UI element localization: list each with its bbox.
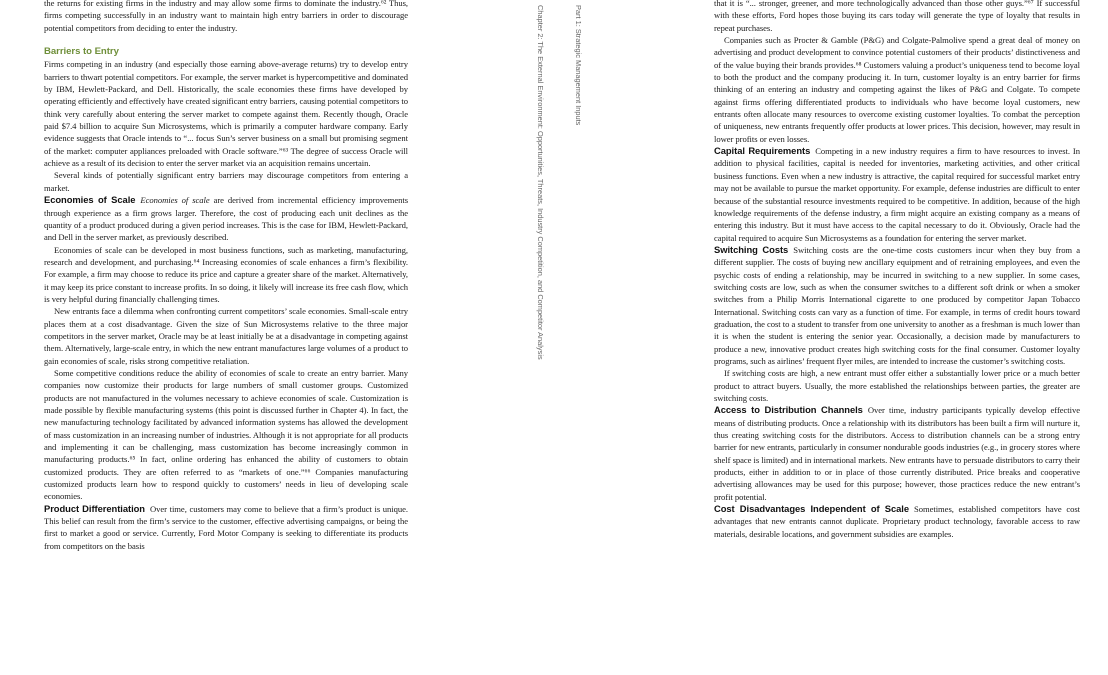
paragraph: Some competitive conditions reduce the ability of economies of scale to create an entry barrier. Many companies now customize their products for large numbers of small customer groups. Customized products are not manufactured in the volumes necessary to achieve economies of scale. Customization is made possible by flexible manufacturing systems (this point is discussed further in Chapter 4). In fact, the new manufacturing technology facilitated by advanced information systems has allowed the development of mass customization in an increasing number of industries. Although it is not appropriate for all products and implementing it can be challenging, mass customization has become increasingly common in manufacturing products.⁶⁵ In fact, online ordering has enhanced the ability of customers to obtain customized products. They are often referred to as “markets of one.”⁶⁶ Companies manufacturing customized products learn how to respond quickly to customers’ needs in lieu of developing scale economies. bbox=[44, 367, 408, 502]
paragraph: the returns for existing firms in the industry and may allow some firms to dominate the industry.⁶² Thus, firms competing successfully in an industry want to maintain high entry barriers in order to discourage potential competitors from deciding to enter the industry. bbox=[44, 0, 408, 33]
right-text-column bbox=[714, 0, 1080, 540]
paragraph-text: Switching costs are the one-time costs customers incur when they buy from a different supplier. The costs of buying new ancillary equipment and of retraining employees, and even the psychic costs of ending a relationship, may be incurred in switching to a new supplier. In some cases, switching costs are low, such as when the consumer switches to a different soft drink or when a smoker switches from a Philip Morris International cigarette to one produced by competitor Japan Tobacco International. Switching costs can vary as a function of time. For example, in terms of credit hours toward graduation, the cost to a student to transfer from one university to another as a freshman is much lower than it is when the student is entering the senior year. Occasionally, a decision made by manufacturers to produce a new, innovative product creates high switching costs for the final consumer. Customer loyalty programs, such as airlines’ frequent flyer miles, are intended to increase the customer’s switching costs. bbox=[714, 244, 1080, 366]
run-in-heading-switching-costs: Switching Costs bbox=[714, 243, 789, 255]
paragraph-product-differentiation bbox=[44, 503, 408, 552]
paragraph-text: Competing in a new industry requires a firm to have resources to invest. In addition to physical facilities, capital is needed for inventories, marketing activities, and other critical business functions. Even when a new industry is attractive, the capital required for successful market entry may not be available to pursue the market opportunity. For example, defense industries are difficult to enter because of the substantial resource investments required to be competitive. In addition, because of the high knowledge requirements of the defense industry, a firm might acquire an existing company as a means of entering this industry. But it must have access to the capital necessary to do it. Obviously, Oracle had the capital required to acquire Sun Microsystems as a foundation for entering the server market. bbox=[714, 146, 1080, 243]
paragraph-cost-disadvantages bbox=[714, 503, 1080, 540]
paragraph: that it is “... stronger, greener, and more technologically advanced than those other guys.”⁶⁷ If successful with these efforts, Ford hopes those buying its cars today will generate the type of loyalty that results in repeat purchases. bbox=[714, 0, 1080, 33]
paragraph-access-to-distribution-channels bbox=[714, 404, 1080, 503]
part-running-head: Part 1: Strategic Management Inputs bbox=[574, 5, 583, 126]
run-in-heading-cost-disadvantages: Cost Disadvantages Independent of Scale bbox=[714, 503, 909, 515]
paragraph-switching-costs bbox=[714, 244, 1080, 367]
paragraph-capital-requirements bbox=[714, 145, 1080, 244]
left-text-column bbox=[44, 0, 408, 552]
run-in-heading-capital-requirements: Capital Requirements bbox=[714, 145, 811, 157]
run-in-heading-economies-of-scale: Economies of Scale bbox=[44, 194, 136, 206]
paragraph: Companies such as Procter & Gamble (P&G) and Colgate-Palmolive spend a great deal of money on advertising and product development to convince potential customers of their products’ distinctiveness and of the value buying their brands provides.⁶⁸ Customers valuing a product’s uniqueness tend to become loyal to both the product and the company producing it. In turn, customer loyalty is an entry barrier for firms thinking of an entering an industry and competing against the likes of P&G and Colgate. To compete against firms offering differentiated products to individuals who have become loyal customers, new entrants often allocate many resources to overcome existing customer loyalties. To combat the perception of uniqueness, new entrants frequently offer products at lower prices. This decision, however, may result in lower profits or even losses. bbox=[714, 35, 1080, 144]
paragraph: New entrants face a dilemma when confronting current competitors’ scale economies. Small-scale entry places them at a cost disadvantage. Given the size of Sun Microsystems relative to the three major competitors in the server market, Oracle may be at least initially be at a disadvantage in competing against them. Alternatively, large-scale entry, in which the new entrant manufactures large volumes of a product to gain economies of scale, risks strong competitive retaliation. bbox=[44, 306, 408, 366]
paragraph: Firms competing in an industry (and especially those earning above-average returns) try to develop entry barriers to thwart potential competitors. For example, the server market is hypercompetitive and dominated by IBM, Hewlett-Packard, and Dell. Historically, the scale economies these firms have developed by operating efficiently and effectively have created significant entry barriers, causing potential competitors to think very carefully about entering the server market to compete against them. Recently though, Oracle paid $7.4 billion to acquire Sun Microsystems, which is primarily a computer hardware company. Early evidence suggests that Oracle intends to “... focus Sun’s server business on a small but promising segment of the market: computer appliances preloaded with Oracle software.”⁶³ The degree of success Oracle will achieve as a result of its decision to enter the server market via an acquisition remains uncertain. bbox=[44, 59, 408, 169]
paragraph: Economies of scale can be developed in most business functions, such as marketing, manufacturing, research and development, and purchasing.⁶⁴ Increasing economies of scale enhances a firm’s flexibility. For example, a firm may choose to reduce its price and capture a greater share of the market. Alternatively, it may keep its price constant to increase profits. In so doing, it likely will increase its free cash flow, which is very helpful during financially challenging times. bbox=[44, 244, 408, 304]
paragraph-text: Over time, customers may come to believe that a firm’s product is unique. This belief can result from the firm’s service to the customer, effective advertising campaigns, or being the first to market a good or service. Currently, Ford Motor Company is seeking to differentiate its products from competitors on the basis bbox=[44, 503, 408, 551]
paragraph: If switching costs are high, a new entrant must offer either a substantially lower price or a much better product to attract buyers. Usually, the more established the relationships between parties, the greater are switching costs. bbox=[714, 368, 1080, 403]
key-term: Economies of scale bbox=[140, 195, 210, 206]
paragraph-text: Over time, industry participants typically develop effective means of distributing products. Once a relationship with its distributors has been built a firm will nurture it, thus creating switching costs for the distributors. Access to distribution channels can be a strong entry barrier for new entrants, particularly in consumer nondurable goods industries (e.g., in grocery stores where shelf space is limited) and in international markets. New entrants have to persuade distributors to carry their products, either in addition to or in place of those currently distributed. Price breaks and cooperative advertising allowances may be used for this purpose; however, those practices reduce the new entrant’s profit potential. bbox=[714, 405, 1080, 502]
chapter-running-head: Chapter 2: The External Environment: Opportunities, Threats, Industry Competition, and Competitor Analysis bbox=[536, 5, 545, 360]
paragraph-text: Sometimes, established competitors have cost advantages that new entrants cannot duplicate. Proprietary product technology, favorable access to raw materials, desirable locations, and government subsidies are examples. bbox=[714, 504, 1080, 539]
paragraph-economies-of-scale bbox=[44, 194, 408, 243]
paragraph: Several kinds of potentially significant entry barriers may discourage competitors from entering a market. bbox=[44, 170, 408, 193]
section-heading-barriers-to-entry: Barriers to Entry bbox=[44, 46, 119, 58]
paragraph-text: are derived from incremental efficiency improvements through experience as a firm grows larger. Therefore, the cost of producing each unit declines as the quantity of a product produced during a given period increases. This is the case for IBM, Hewlett-Packard, and Dell in the server market, as previously described. bbox=[44, 195, 408, 243]
run-in-heading-access-to-distribution-channels: Access to Distribution Channels bbox=[714, 404, 863, 416]
run-in-heading-product-differentiation: Product Differentiation bbox=[44, 502, 145, 514]
